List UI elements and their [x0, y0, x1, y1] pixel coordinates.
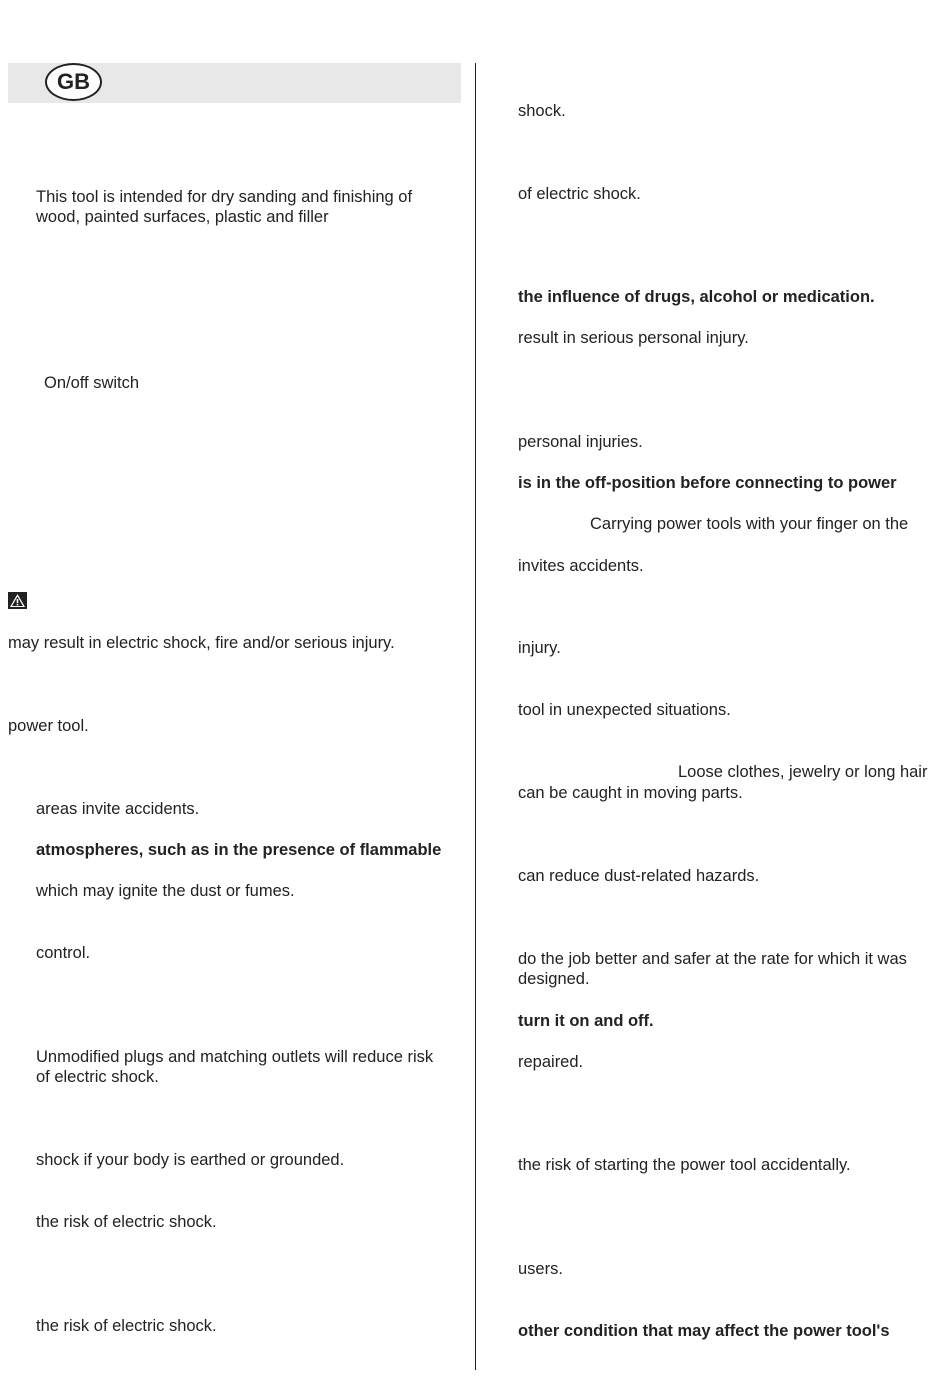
- column-divider: [475, 63, 476, 1370]
- other-condition-text: other condition that may affect the power tool's: [518, 1322, 890, 1340]
- warning-triangle-icon: [8, 592, 27, 609]
- serious-injury-text: result in serious personal injury.: [518, 329, 749, 347]
- unexpected-text: tool in unexpected situations.: [518, 701, 731, 719]
- invites-accidents-text: invites accidents.: [518, 557, 644, 575]
- off-position-text: is in the off-position before connecting to power: [518, 474, 897, 492]
- dust-hazards-text: can reduce dust-related hazards.: [518, 867, 760, 885]
- repaired-text: repaired.: [518, 1053, 584, 1071]
- designed-line-1: do the job better and safer at the rate for which it was: [518, 950, 907, 968]
- onoff-switch-label: On/off switch: [44, 374, 140, 392]
- power-tool-text: power tool.: [8, 717, 89, 735]
- of-shock-text: of electric shock.: [518, 185, 641, 203]
- language-badge: GB: [45, 63, 102, 101]
- personal-injuries-text: personal injuries.: [518, 433, 643, 451]
- atmospheres-text: atmospheres, such as in the presence of flammable: [36, 841, 442, 859]
- earthed-text: shock if your body is earthed or grounded.: [36, 1151, 345, 1169]
- designed-line-2: designed.: [518, 970, 590, 988]
- control-text: control.: [36, 944, 91, 962]
- injury-text: injury.: [518, 639, 561, 657]
- carrying-text: Carrying power tools with your finger on the: [590, 515, 909, 533]
- warning-text: may result in electric shock, fire and/or serious injury.: [8, 634, 395, 652]
- moving-parts-text: can be caught in moving parts.: [518, 784, 743, 802]
- areas-invite-text: areas invite accidents.: [36, 800, 200, 818]
- ignite-text: which may ignite the dust or fumes.: [36, 882, 295, 900]
- users-text: users.: [518, 1260, 563, 1278]
- risk-text-1: the risk of electric shock.: [36, 1213, 217, 1231]
- shock-text: shock.: [518, 102, 566, 120]
- risk-text-2: the risk of electric shock.: [36, 1317, 217, 1335]
- influence-text: the influence of drugs, alcohol or medication.: [518, 288, 875, 306]
- starting-risk-text: the risk of starting the power tool accidentally.: [518, 1156, 851, 1174]
- turn-on-off-text: turn it on and off.: [518, 1012, 654, 1030]
- unmodified-plugs-line-2: of electric shock.: [36, 1068, 159, 1086]
- unmodified-plugs-line-1: Unmodified plugs and matching outlets will reduce risk: [36, 1048, 434, 1066]
- loose-clothes-text: Loose clothes, jewelry or long hair: [678, 763, 928, 781]
- intended-use-line-2: wood, painted surfaces, plastic and filler: [36, 208, 329, 226]
- intended-use-line-1: This tool is intended for dry sanding and finishing of: [36, 188, 413, 206]
